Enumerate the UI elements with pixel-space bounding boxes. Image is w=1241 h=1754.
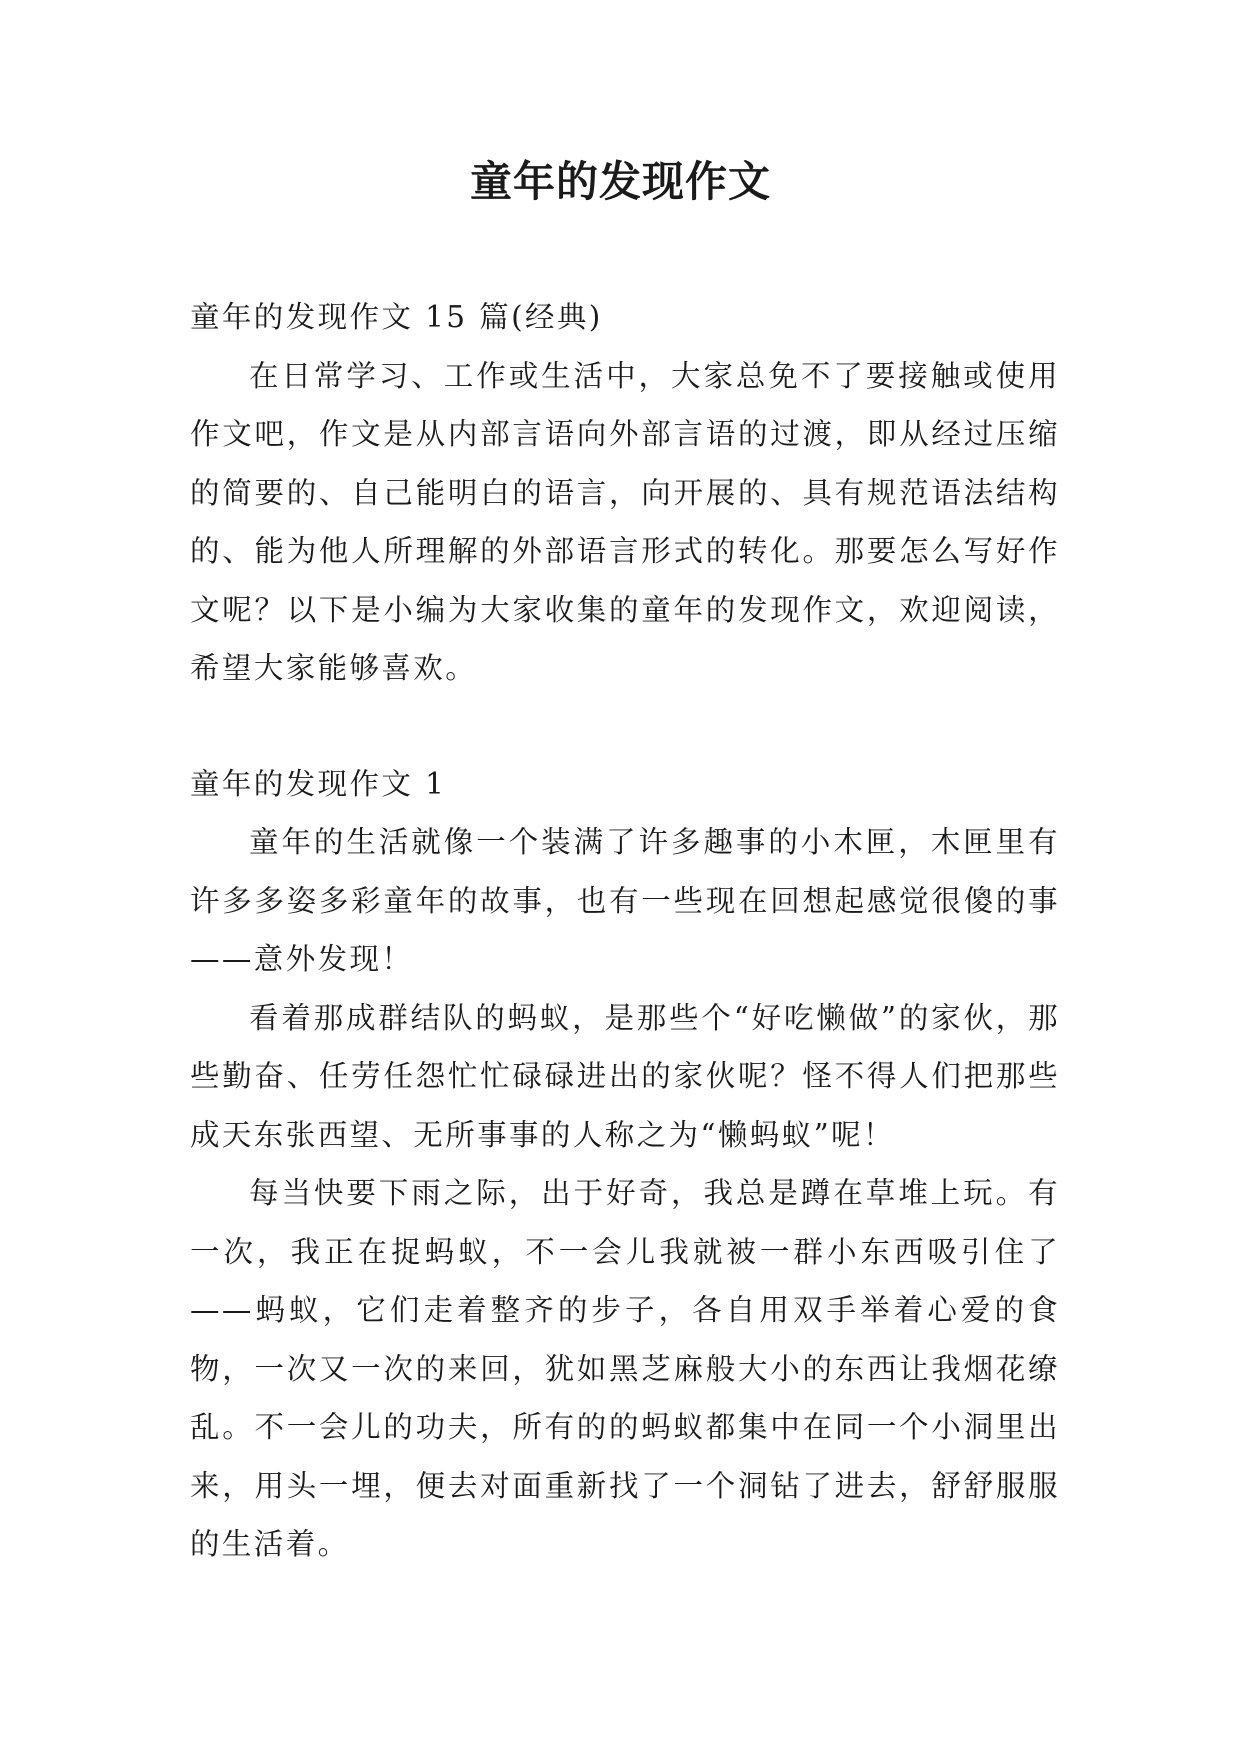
essay-paragraph: 每当快要下雨之际，出于好奇，我总是蹲在草堆上玩。有一次，我正在捉蚂蚁，不一会儿我就被一群小东西吸引住了——蚂蚁，它们走着整齐的步子，各自用双手举着心爱的食物，一次又一次的来回，犹如黑芝麻般大小的东西让我烟花缭乱。不一会儿的功夫，所有的的蚂蚁都集中在同一个小洞里出来，用头一埋，便去对面重新找了一个洞钻了进去，舒舒服服的生活着。 — [190, 1176, 1060, 1561]
document-title: 童年的发现作文 — [469, 157, 771, 206]
essay-paragraph: 看着那成群结队的蚂蚁，是那些个“好吃懒做”的家伙，那些勤奋、任劳任怨忙忙碌碌进出的家伙呢？怪不得人们把那些成天东张西望、无所事事的人称之为“懒蚂蚁”呢！ — [190, 1000, 1060, 1152]
section-spacer — [190, 698, 1060, 755]
essay-paragraph: 童年的生活就像一个装满了许多趣事的小木匣，木匣里有许多多姿多彩童年的故事，也有一些现在回想起感觉很傻的事——意外发现！ — [190, 825, 1060, 976]
document-subtitle: 童年的发现作文 15 篇(经典) — [190, 300, 603, 334]
intro-paragraph: 在日常学习、工作或生活中，大家总免不了要接触或使用作文吧，作文是从内部言语向外部言语的过渡，即从经过压缩的简要的、自己能明白的语言，向开展的、具有规范语法结构的、能为他人所理解的外部语言形式的转化。那要怎么写好作文呢？以下是小编为大家收集的童年的发现作文，欢迎阅读，希望大家能够喜欢。 — [190, 358, 1060, 685]
essay-heading: 童年的发现作文 1 — [190, 766, 447, 801]
document-body — [190, 288, 1060, 1574]
